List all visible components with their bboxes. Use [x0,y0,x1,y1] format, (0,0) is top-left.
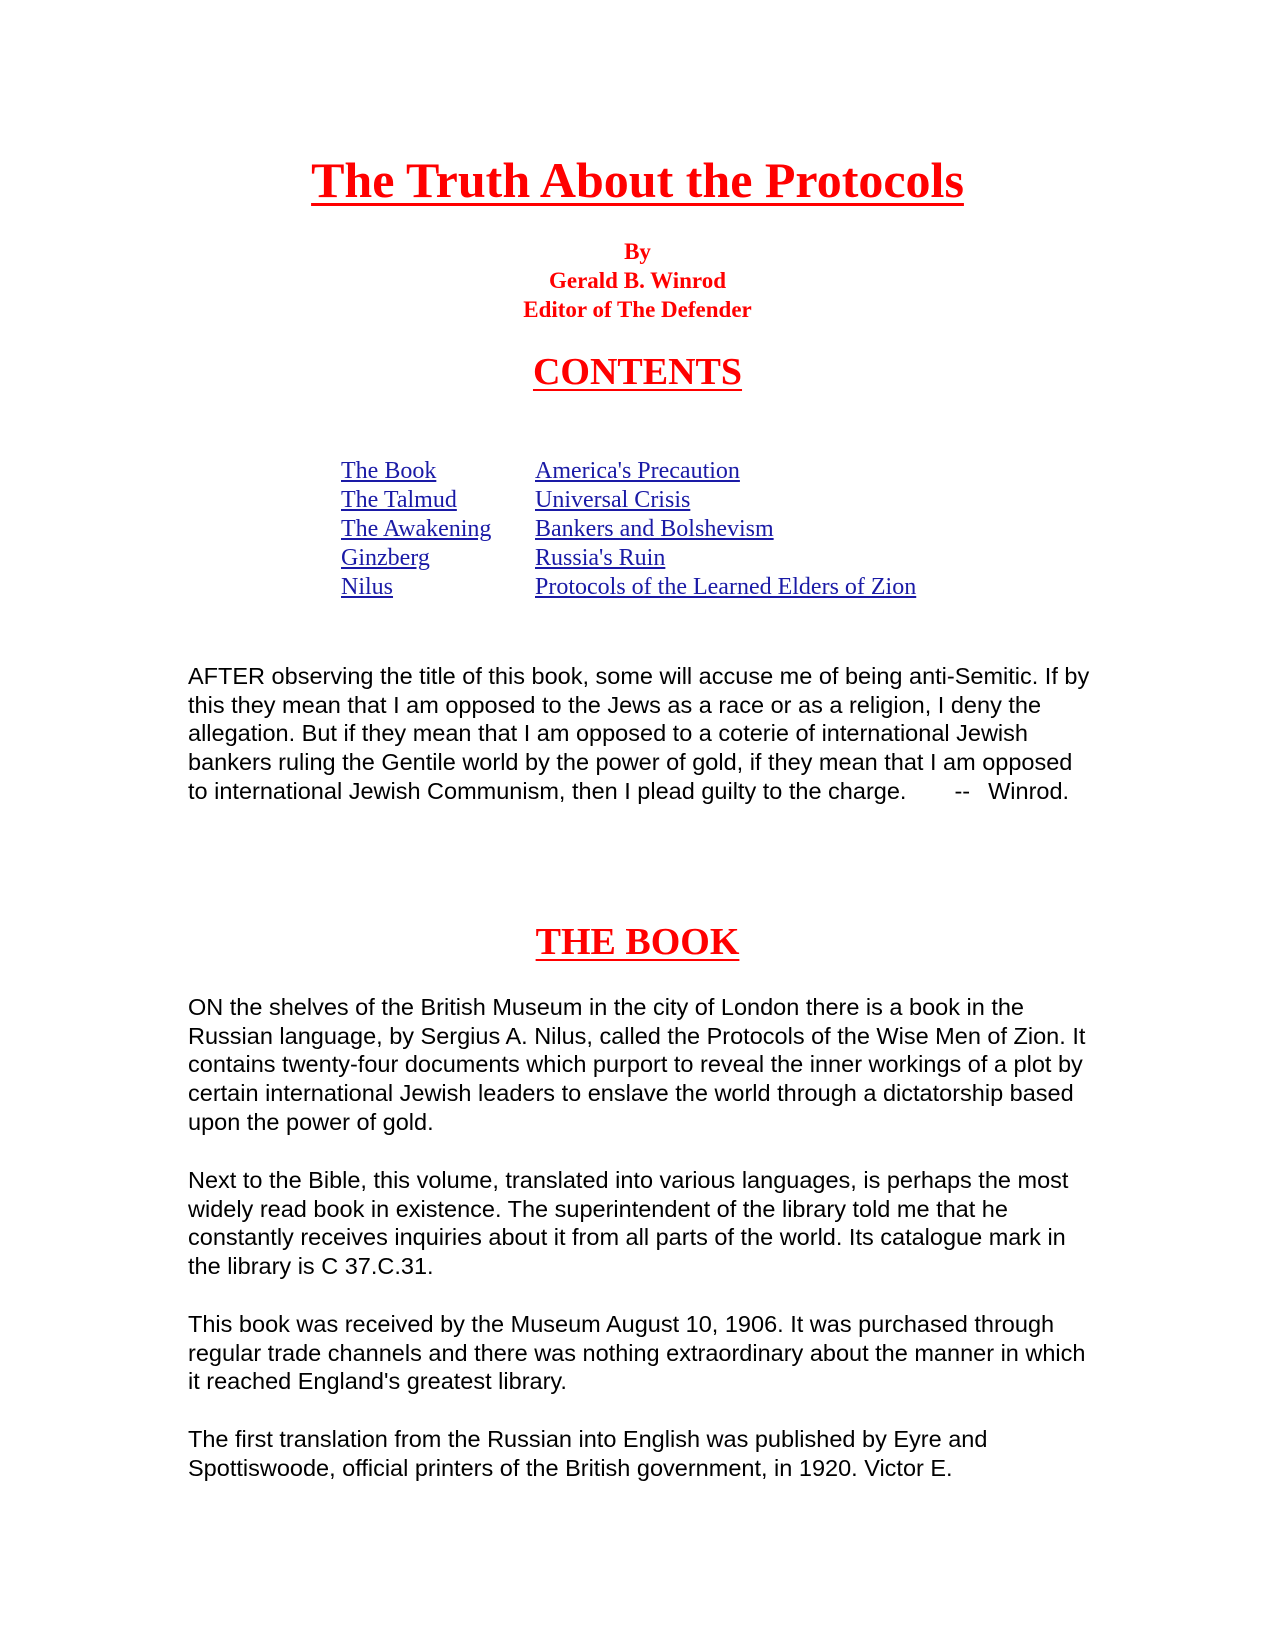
toc-link-protocols[interactable]: Protocols of the Learned Elders of Zion [535,574,917,600]
contents-heading [0,350,1275,394]
byline-by: By [624,239,651,264]
toc-link-nilus[interactable]: Nilus [341,574,394,600]
byline-author: Gerald B. Winrod [548,268,726,293]
toc-link-the-talmud[interactable]: The Talmud [341,487,457,513]
toc-column-left [341,457,531,602]
toc-link-the-awakening[interactable]: The Awakening [341,516,492,542]
toc-link-ginzberg[interactable]: Ginzberg [341,545,430,571]
intro-paragraph [188,662,1093,806]
signature-separator: -- [954,777,971,804]
toc-link-universal-crisis[interactable]: Universal Crisis [535,487,691,513]
document-title-text: The Truth About the Protocols [311,152,964,208]
byline-role: Editor of The Defender [523,297,752,322]
section-heading-text: THE BOOK [535,921,740,963]
contents-heading-text: CONTENTS [532,351,743,393]
body-paragraph: This book was received by the Museum August 10, 1906. It was purchased through regular trade channels and there was nothing extraordinary about the manner in which it reached England's greatest library. [188,1311,1086,1395]
intro-text: AFTER observing the title of this book, some will accuse me of being anti-Semitic. If by this they mean that I am opposed to the Jews as a race or as a religion, I deny the allegation. But if they mean that I am opposed to a coterie of international Jewish bankers ruling the Gentile world by the power of gold, if they mean that I am opposed to international Jewish Communism, then I plead guilty to the charge. [188,663,1090,804]
toc-column-right [535,457,1055,602]
toc-link-russias-ruin[interactable]: Russia's Ruin [535,545,666,571]
toc-link-bankers-and-bolshevism[interactable]: Bankers and Bolshevism [535,516,774,542]
body-paragraph: ON the shelves of the British Museum in the city of London there is a book in the Russian language, by Sergius A. Nilus, called the Protocols of the Wise Men of Zion. It contains twenty-four documents which purport to reveal the inner workings of a plot by certain international Jewish leaders to enslave the world through a dictatorship based upon the power of gold. [188,994,1086,1135]
signature: Winrod. [988,777,1070,804]
toc-link-the-book[interactable]: The Book [341,458,437,484]
document-title [0,150,1275,210]
body-paragraph: The first translation from the Russian into English was published by Eyre and Spottiswoode, official printers of the British government, in 1920. Victor E. [188,1426,988,1481]
body-paragraph: Next to the Bible, this volume, translated into various languages, is perhaps the most widely read book in existence. The superintendent of the library told me that he constantly receives inquiries about it from all parts of the world. Its catalogue mark in the library is C 37.C.31. [188,1167,1069,1280]
toc-link-americas-precaution[interactable]: America's Precaution [535,458,740,484]
section-heading-the-book [0,920,1275,964]
byline [0,237,1275,324]
